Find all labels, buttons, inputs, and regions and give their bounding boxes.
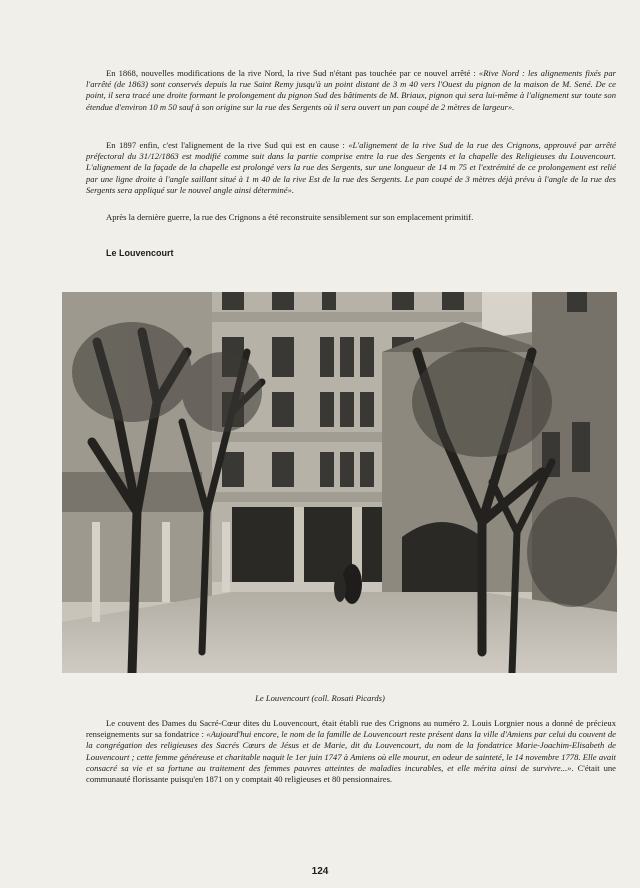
page-number: 124 (311, 866, 329, 877)
paragraph-postwar (86, 212, 616, 223)
p4-outro: . C'était une communauté florissante puisqu'en 1871 on y comptait 40 religieuses et 80 pensionnaires. (86, 762, 616, 785)
p4-quote: «Aujourd'hui encore, le nom de la famille de Louvencourt reste présent dans la ville d'Amiens par celui du couvent de la congrégation des religieuses des Sacrés Cœurs de Jésus et de Marie, dit du Louvencourt, du nom de la fondatrice Marie-Joachim-Elisabeth de Louvencourt ; cette femme généreuse et charitable naquit le 1er juin 1747 à Amiens où elle mourut, en odeur de sainteté, le 14 novembre 1778. Elle avait consacré sa vie et sa fortune au traitement des femmes pauvres atteintes de maladies incurables, et elle mérita ainsi de survivre...» (86, 729, 616, 773)
paragraph-1868 (86, 68, 616, 113)
p4-intro: Le couvent des Dames du Sacré-Cœur dites du Louvencourt, était établi rue des Crignons au numéro 2. Louis Lorgnier nous a donné de précieux renseignements sur sa fondatrice : (86, 718, 616, 740)
p1-intro: En 1868, nouvelles modifications de la rive Nord, la rive Sud n'étant pas touchée par ce nouvel arrêté : (106, 68, 479, 78)
heading-prefix: Le (106, 248, 120, 258)
p2-intro: En 1897 enfin, c'est l'alignement de la rive Sud qui est en cause : (106, 140, 349, 150)
p3-text: Après la dernière guerre, la rue des Crignons a été reconstruite sensiblement sur son emplacement primitif. (106, 212, 474, 222)
section-heading (106, 248, 174, 258)
p2-quote: «L'alignement de la rive Sud de la rue des Crignons, approuvé par arrêté préfectoral du 31/12/1863 est modifié comme suit dans la partie comprise entre la rue des Sergents et la chapelle des Religieuses du Louvencourt. L'alignement de la façade de la chapelle est prolongé vers la rue des Sergents, sur une longueur de 14 m 75 et l'extrémité de ce prolongement est relié par une ligne droite à l'angle saillant situé à 1 m 40 de la rive Est de la rue des Sergents. Le pan coupé de 3 mètres déjà prévu à l'angle de la rue des Sergents sera appliqué sur le nouvel angle ainsi déterminé». (86, 140, 616, 195)
paragraph-convent (86, 718, 616, 785)
p1-quote: «Rive Nord : les alignements fixés par l'arrêté (de 1863) sont conservés depuis la rue Saint Remy jusqu'à un point distant de 3 m 40 vers l'Ouest du pignon de la maison de M. Sené. De ce point, il sera tracé une droite formant le prolongement du pignon Sud des bâtiments de M. Briaux, pignon qui sera lui-même à l'alignement sur toute son étendue d'environ 10 m 50 sauf à son origine sur la rue des Sergents où il sera ouvert un pan coupé de 2 mètres de largeur». (86, 68, 616, 112)
paragraph-1897 (86, 140, 616, 196)
louvencourt-photograph (62, 292, 617, 673)
photo-caption: Le Louvencourt (coll. Rosati Picards) (255, 693, 385, 703)
heading-name: Louvencourt (119, 248, 174, 258)
